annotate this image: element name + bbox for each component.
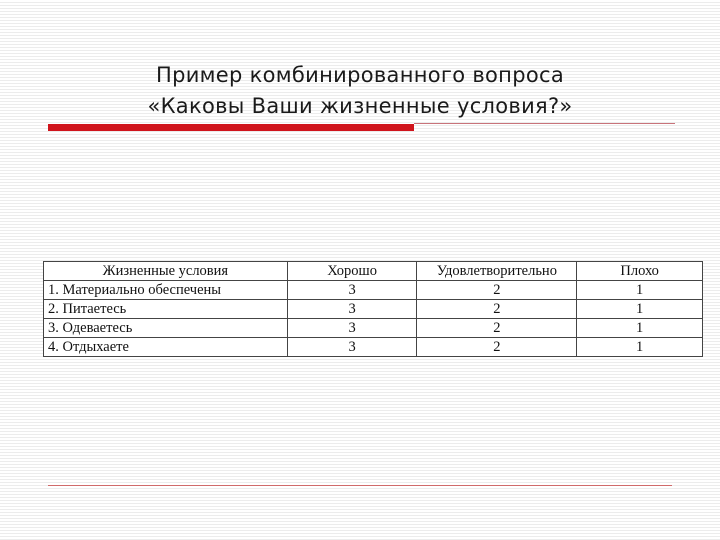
cell-bad: 1 [577, 281, 703, 300]
cell-good: 3 [287, 281, 417, 300]
cell-good: 3 [287, 338, 417, 357]
column-header-satisfactory: Удовлетворительно [417, 262, 577, 281]
title-underline-thin [414, 123, 675, 124]
cell-satisfactory: 2 [417, 281, 577, 300]
row-label: 2. Питаетесь [44, 300, 288, 319]
survey-table [43, 261, 703, 357]
cell-satisfactory: 2 [417, 300, 577, 319]
table-row [44, 338, 703, 357]
row-label: 4. Отдыхаете [44, 338, 288, 357]
slide-title [0, 60, 720, 122]
table-row [44, 300, 703, 319]
cell-good: 3 [287, 319, 417, 338]
cell-satisfactory: 2 [417, 338, 577, 357]
column-header-conditions: Жизненные условия [44, 262, 288, 281]
title-underline-red-bar [48, 124, 414, 131]
table-row [44, 319, 703, 338]
column-header-good: Хорошо [287, 262, 417, 281]
footer-divider [48, 485, 672, 486]
row-label: 3. Одеваетесь [44, 319, 288, 338]
table-row [44, 281, 703, 300]
cell-good: 3 [287, 300, 417, 319]
cell-bad: 1 [577, 300, 703, 319]
row-label: 1. Материально обеспечены [44, 281, 288, 300]
cell-bad: 1 [577, 338, 703, 357]
cell-satisfactory: 2 [417, 319, 577, 338]
column-header-bad: Плохо [577, 262, 703, 281]
slide-title-line-2: «Каковы Ваши жизненные условия?» [147, 94, 573, 118]
table-header-row [44, 262, 703, 281]
cell-bad: 1 [577, 319, 703, 338]
slide-title-line-1: Пример комбинированного вопроса [155, 63, 565, 87]
